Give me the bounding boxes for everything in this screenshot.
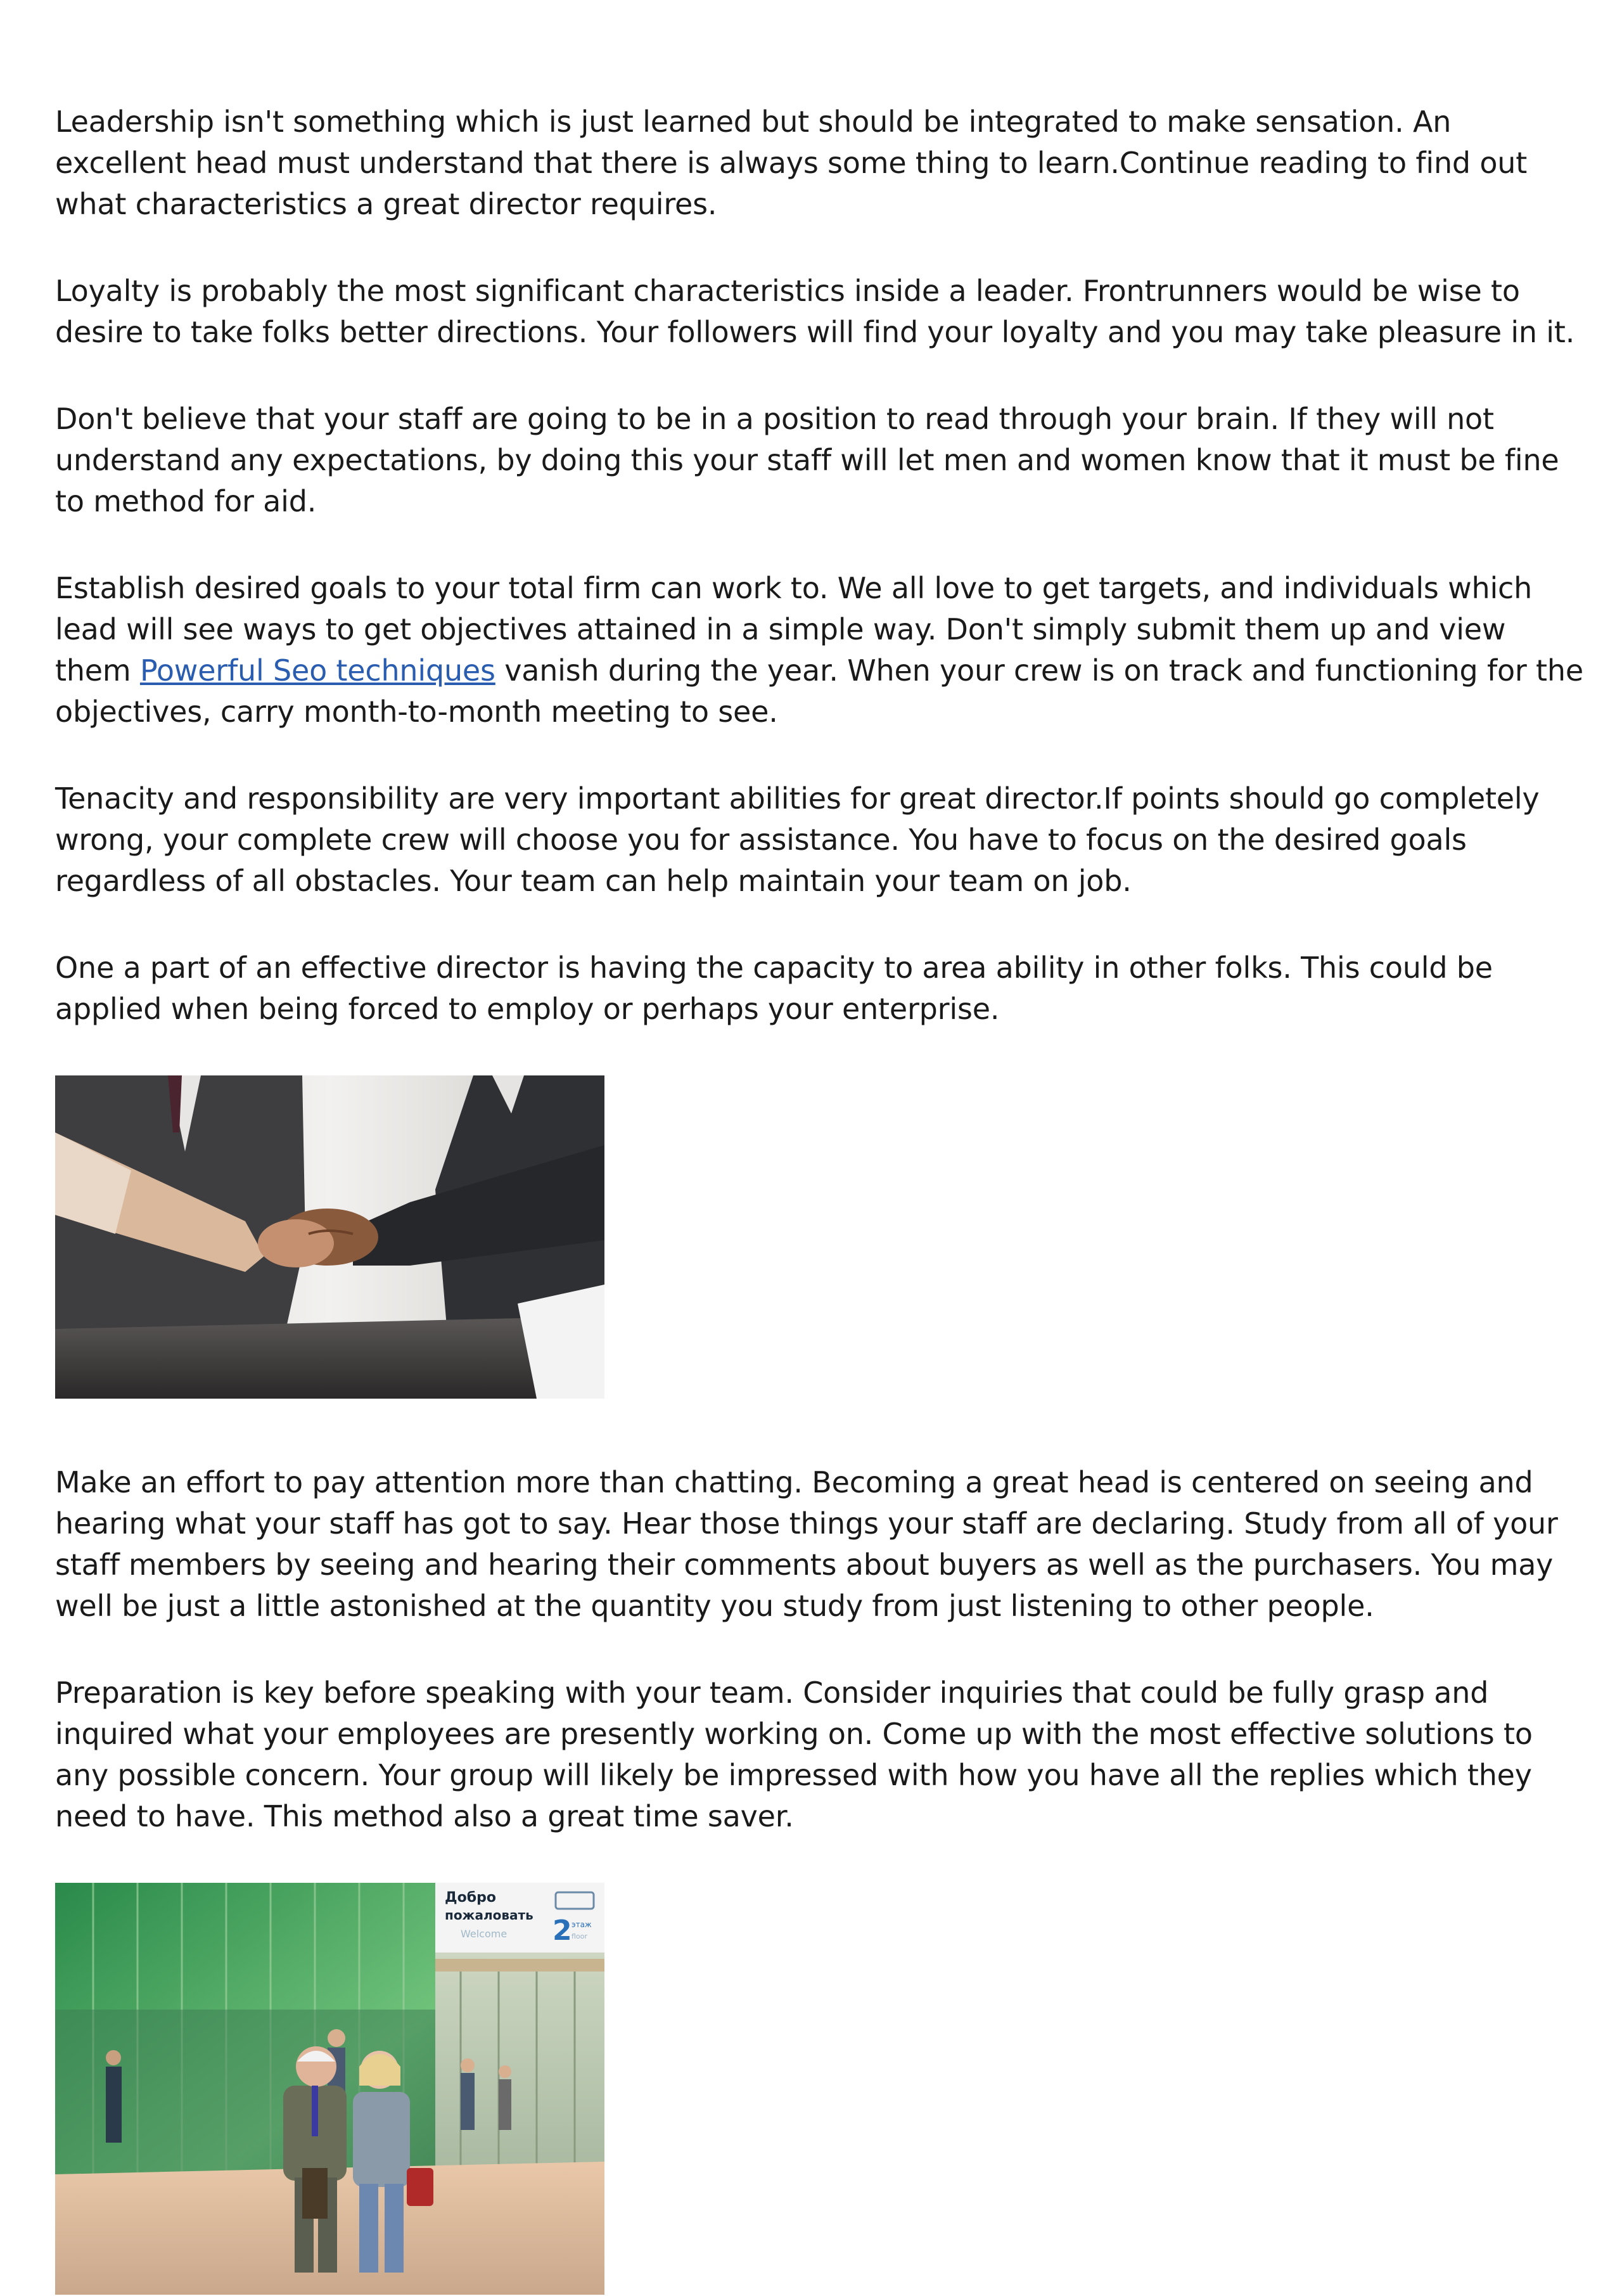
sign-floor-word: этаж bbox=[572, 1920, 592, 1929]
paragraph-preparation: Preparation is key before speaking with your team. Consider inquiries that could be fully grasp and inquired what your employees are presently working on. Come up with the most effective solutions to any possible concern. Your group will likely be impressed with how you have all the replies which they need to have. This method also a great time saver. bbox=[55, 1676, 1533, 1833]
paragraph-expectations: Don't believe that your staff are going to be in a position to read through your brain. If they will not understand any expectations, by doing this your staff will let men and women know that it must be fine to method for aid. bbox=[55, 402, 1559, 518]
paragraph-leadership: Leadership isn't something which is just learned but should be integrated to make sensation. An excellent head must understand that there is always some thing to learn.Continue reading to find out what characteristics a great director requires. bbox=[55, 105, 1528, 221]
powerful-seo-link[interactable]: Powerful Seo techniques bbox=[139, 653, 495, 688]
paragraph-loyalty: Loyalty is probably the most significant characteristics inside a leader. Frontrunners would be wise to desire to take folks better directions. Your followers will find your loyalty and you may take pleasure in it. bbox=[55, 274, 1575, 349]
office-entrance-photo bbox=[55, 1883, 604, 2295]
paragraph-tenacity: Tenacity and responsibility are very important abilities for great director.If points should go completely wrong, your complete crew will choose you for assistance. You have to focus on the desired goals regardless of all obstacles. Your team can help maintain your team on job. bbox=[55, 781, 1540, 898]
sign-floor-en: floor bbox=[572, 1932, 587, 1940]
sign-floor-number: 2 bbox=[552, 1914, 572, 1947]
goals-text-after: vanish during the year. When your crew is on track and functioning for the objectives, carry month-to-month meeting to see. bbox=[55, 653, 1583, 729]
sign-text-line3: Welcome bbox=[461, 1928, 508, 1940]
sign-text-line1: Добро bbox=[445, 1890, 496, 1906]
paragraph-ability: One a part of an effective director is having the capacity to area ability in other folks. This could be applied when being forced to employ or perhaps your enterprise. bbox=[55, 951, 1493, 1026]
handshake-photo bbox=[55, 1075, 604, 1399]
sign-text-line2: пожаловать bbox=[445, 1908, 533, 1923]
paragraph-goals bbox=[55, 568, 1588, 733]
handshake-illustration bbox=[55, 1075, 604, 1399]
paragraph-listening: Make an effort to pay attention more than chatting. Becoming a great head is centered on seeing and hearing what your staff has got to say. Hear those things your staff are declaring. Study from all of your staff members by seeing and hearing their comments about buyers as well as the purchasers. You may well be just a little astonished at the quantity you study from just listening to other people. bbox=[55, 1465, 1558, 1623]
goals-text-before: Establish desired goals to your total firm can work to. We all love to get targets, and individuals which lead will see ways to get objectives attained in a simple way. Don't simply submit them up and view them bbox=[55, 571, 1533, 688]
document-body bbox=[55, 101, 1588, 2295]
office-entrance-illustration bbox=[55, 1883, 604, 2295]
